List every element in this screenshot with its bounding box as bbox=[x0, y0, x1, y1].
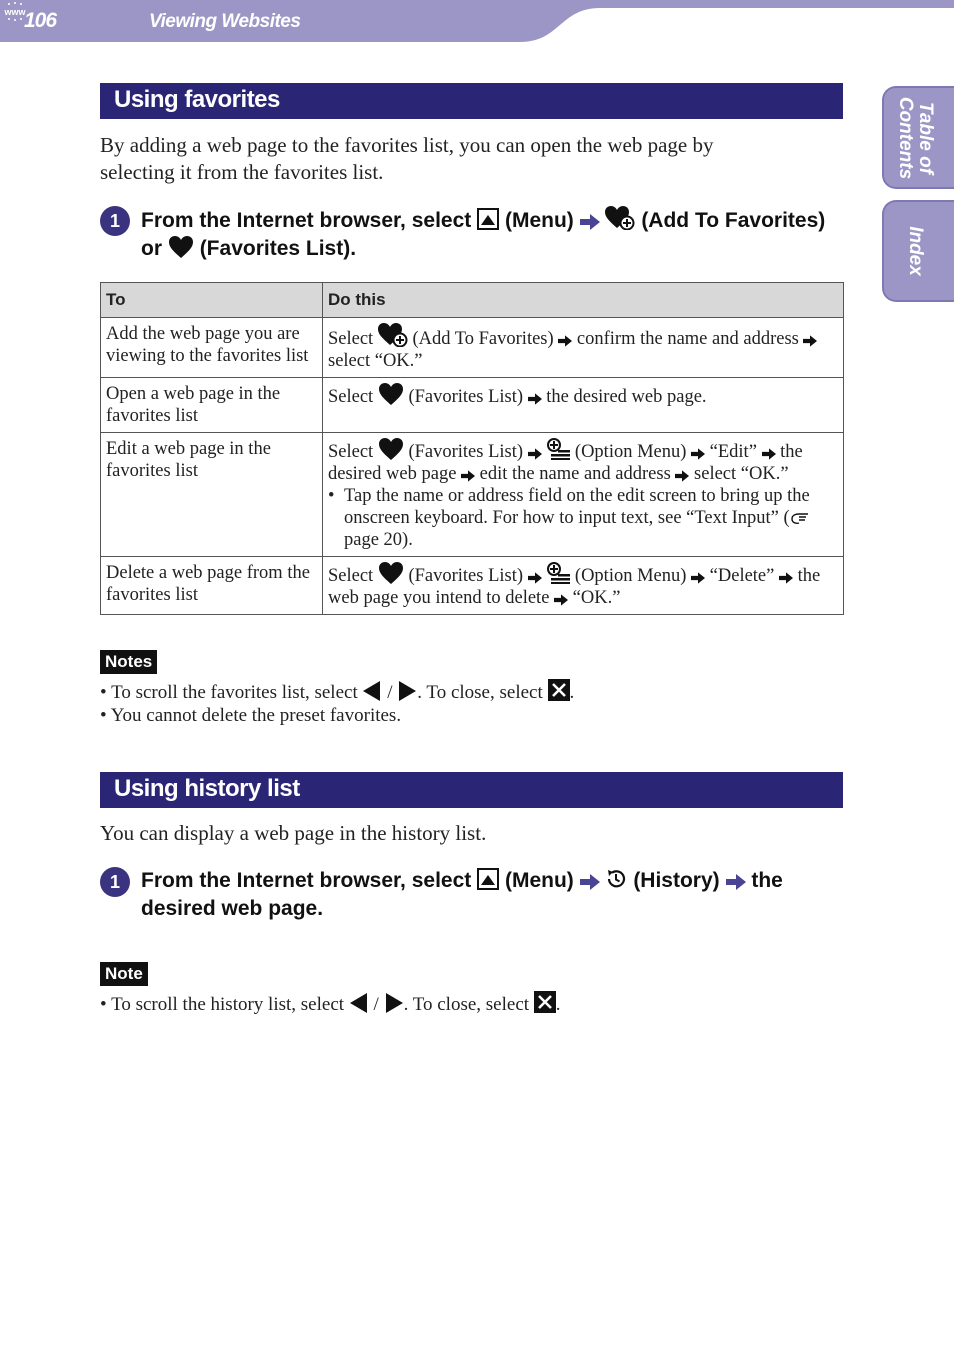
favorites-list-icon bbox=[378, 562, 404, 584]
history-icon bbox=[605, 868, 627, 890]
step-instruction: From the Internet browser, select (Menu) (History) the desired web page. bbox=[141, 869, 783, 920]
arrow-right-icon bbox=[779, 572, 793, 584]
arrow-right-icon bbox=[691, 572, 705, 584]
close-icon bbox=[548, 679, 570, 701]
next-arrow-icon bbox=[397, 681, 417, 701]
arrow-right-icon bbox=[762, 448, 776, 460]
header-section-title: Viewing Websites bbox=[149, 11, 301, 32]
arrow-right-icon bbox=[461, 470, 475, 482]
note-badge: Note bbox=[100, 962, 148, 986]
note-item: • To scroll the history list, select / . To close, select . bbox=[100, 991, 561, 1017]
tab-index[interactable] bbox=[882, 200, 954, 302]
tab-table-of-contents[interactable] bbox=[882, 86, 954, 189]
table-row bbox=[101, 378, 844, 433]
arrow-right-icon bbox=[580, 874, 600, 890]
option-menu-icon bbox=[546, 438, 570, 460]
favorites-list-icon bbox=[168, 236, 194, 258]
arrow-right-icon bbox=[528, 393, 542, 405]
bullet-item: • Tap the name or address field on the edit screen to bring up the onscreen keyboard. For how to input text, see “Text Input” (page 20). bbox=[328, 486, 810, 550]
previous-arrow-icon bbox=[349, 993, 369, 1013]
arrow-right-icon bbox=[528, 572, 542, 584]
arrow-right-icon bbox=[675, 470, 689, 482]
step-number: 1 bbox=[100, 867, 130, 897]
column-header-to: To bbox=[101, 283, 323, 318]
column-header-do-this: Do this bbox=[323, 283, 844, 318]
next-arrow-icon bbox=[384, 993, 404, 1013]
table-header-row bbox=[101, 283, 844, 318]
cell-do-this: Select (Favorites List) (Option Menu) “Delete” the web page you intend to delete “OK.” bbox=[323, 557, 844, 615]
table-row bbox=[101, 557, 844, 615]
cell-do-this: Select (Favorites List) (Option Menu) “Edit” the desired web page edit the name and address select “OK.” • Tap the name or address field on the edit screen to bring up the onscreen keyboard. For how to input text, see “Text Input” (page 20). bbox=[323, 433, 844, 557]
favorites-list-icon bbox=[378, 438, 404, 460]
step-instruction: From the Internet browser, select (Menu) (Add To Favorites) or (Favorites List). bbox=[141, 206, 846, 263]
add-to-favorites-icon bbox=[605, 206, 635, 230]
arrow-right-icon bbox=[528, 448, 542, 460]
arrow-right-icon bbox=[580, 214, 600, 230]
tab-index-label: Index bbox=[905, 226, 926, 276]
cell-to: Edit a web page in the favorites list bbox=[101, 433, 323, 557]
note-item: • You cannot delete the preset favorites. bbox=[100, 705, 402, 726]
header-band bbox=[0, 0, 954, 42]
www-icon bbox=[0, 0, 30, 22]
close-icon bbox=[534, 991, 556, 1013]
table-row bbox=[101, 433, 844, 557]
cell-do-this: Select (Favorites List) the desired web page. bbox=[323, 378, 844, 433]
page-number: 106 bbox=[24, 9, 57, 32]
menu-icon bbox=[477, 868, 499, 890]
cell-do-this: Select (Add To Favorites) confirm the name and address select “OK.” bbox=[323, 318, 844, 378]
favorites-list-icon bbox=[378, 383, 404, 405]
arrow-right-icon bbox=[691, 448, 705, 460]
step-number: 1 bbox=[100, 206, 130, 236]
previous-arrow-icon bbox=[362, 681, 382, 701]
table-row bbox=[101, 318, 844, 378]
history-intro: You can display a web page in the history list. bbox=[100, 821, 487, 845]
arrow-right-icon bbox=[558, 335, 572, 347]
arrow-right-icon bbox=[554, 594, 568, 606]
cell-to: Open a web page in the favorites list bbox=[101, 378, 323, 433]
favorites-table bbox=[100, 282, 844, 615]
section-heading-history: Using history list bbox=[100, 772, 843, 808]
option-menu-icon bbox=[546, 562, 570, 584]
section-heading-favorites: Using favorites bbox=[100, 83, 843, 119]
cell-to: Delete a web page from the favorites list bbox=[101, 557, 323, 615]
note-item: • To scroll the favorites list, select / . To close, select . bbox=[100, 679, 574, 705]
svg-text:www: www bbox=[4, 7, 26, 17]
add-to-favorites-icon bbox=[378, 323, 408, 347]
notes-badge: Notes bbox=[100, 650, 157, 674]
cell-to: Add the web page you are viewing to the favorites list bbox=[101, 318, 323, 378]
arrow-right-icon bbox=[803, 335, 817, 347]
page-header bbox=[0, 0, 954, 42]
menu-icon bbox=[477, 208, 499, 230]
tab-table-of-contents-label: Table of Contents bbox=[895, 96, 936, 179]
favorites-intro: By adding a web page to the favorites list, you can open the web page by selecting it from the favorites list. bbox=[100, 133, 714, 184]
reference-pointer-icon bbox=[790, 510, 810, 526]
arrow-right-icon bbox=[726, 874, 746, 890]
